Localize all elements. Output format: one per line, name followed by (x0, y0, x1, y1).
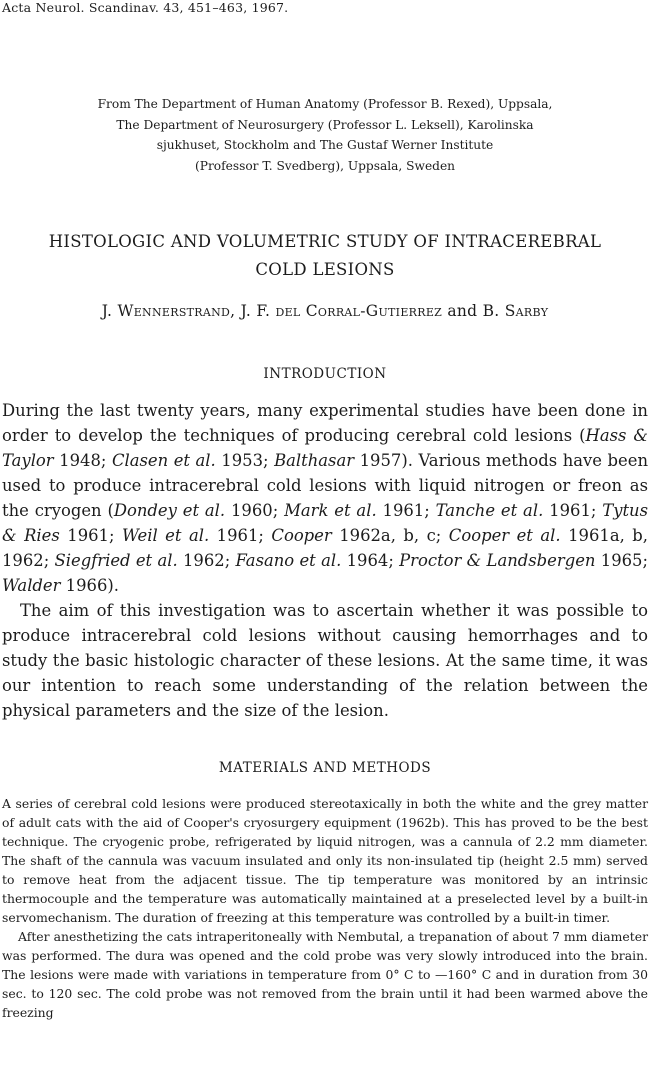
body-text: During the last twenty years, many experimental studies have been done in order to develop the techniques of producing cerebral cold lesions ( (2, 401, 648, 445)
body-text: 1964; (341, 551, 400, 570)
body-text: 1948; (53, 451, 112, 470)
author-initial: B. (482, 302, 505, 320)
citation-author: Hass & Taylor (2, 426, 648, 470)
body-text: 1953; (215, 451, 275, 470)
body-text: 1957). Various methods have been used to produce intracerebral cold lesions with liquid nitrogen or freon as the cryogen ( (2, 451, 648, 520)
introduction-paragraph: The aim of this investigation was to ascertain whether it was possible to produce intracerebral cold lesions without causing hemorrhages and to study the basic histologic character of these lesions. At the same time, it was our intention to reach some understanding of the relation between the physical parameters and the size of the lesion. (2, 601, 648, 720)
author-name: del Corral-Gutierrez (275, 302, 443, 320)
body-text: 1962; (177, 551, 236, 570)
affiliation-line: (Professor T. Svedberg), Uppsala, Sweden (194, 158, 456, 173)
methods-paragraph: After anesthetizing the cats intraperitoneally with Nembutal, a trepanation of about 7 mm diameter was performed. The dura was opened and the cold probe was very slowly introduced into the brain. The lesions were made with variations in temperature from 0° C to —160° C and in duration from 30 sec. to 120 sec. The cold probe was not removed from the brain until it had been warmed above the freezing (2, 929, 648, 1020)
citation-author: Tanche et al. (435, 501, 544, 520)
body-text: 1961; (209, 526, 272, 545)
section-heading-materials-methods: MATERIALS AND METHODS (218, 760, 432, 776)
title-line: COLD LESIONS (255, 260, 395, 279)
affiliation-block (20, 94, 630, 176)
citation-author: Clasen et al. (111, 451, 216, 470)
methods-paragraph: A series of cerebral cold lesions were produced stereotaxically in both the white and the grey matter of adult cats with the aid of Cooper's cryosurgery equipment (1962b). This has proved to be the best technique. The cryogenic probe, refrigerated by liquid nitrogen, was a cannula of 2.2 mm diameter. The shaft of the cannula was vacuum insulated and only its non-insulated tip (height 2.5 mm) served to remove heat from the adjacent tissue. The tip temperature was monitored by an intrinsic thermocouple and the temperature was automatically maintained at a preselected level by a built-in servomechanism. The duration of freezing at this temperature was controlled by a built-in timer. (2, 796, 648, 925)
citation-author: Tytus & Ries (2, 501, 649, 545)
author-conjunction: and (442, 302, 483, 320)
author-name: Wennerstrand (117, 302, 231, 320)
body-text: 1961; (59, 526, 122, 545)
introduction-body (2, 398, 648, 723)
citation-author: Proctor & Landsbergen (399, 551, 596, 570)
section-heading-introduction: INTRODUCTION (263, 366, 387, 382)
affiliation-line: sjukhuset, Stockholm and The Gustaf Werner Institute (156, 138, 494, 152)
body-text: 1962a, b, c; (331, 526, 449, 545)
body-text: 1961; (376, 501, 436, 520)
methods-body (2, 794, 648, 1022)
author-initial: J. (101, 302, 118, 320)
citation-author: Weil et al. (122, 526, 210, 545)
paper-title (10, 228, 640, 284)
author-list (10, 302, 640, 320)
citation-author: Dondey et al. (113, 501, 226, 520)
introduction-paragraph (2, 398, 648, 598)
citation-author: Fasano et al. (235, 551, 342, 570)
affiliation-line: The Department of Neurosurgery (Professor L. Leksell), Karolinska (116, 117, 534, 132)
title-line: HISTOLOGIC AND VOLUMETRIC STUDY OF INTRACEREBRAL (48, 232, 602, 251)
body-text: 1966). (60, 576, 119, 595)
affiliation-line: From The Department of Human Anatomy (Professor B. Rexed), Uppsala, (97, 97, 553, 111)
citation-author: Siegfried et al. (54, 551, 178, 570)
body-text: 1965; (595, 551, 648, 570)
author-separator: , J. F. (230, 302, 276, 320)
citation-author: Cooper (271, 526, 332, 545)
citation-author: Mark et al. (284, 501, 377, 520)
author-name: Sarby (504, 302, 549, 320)
citation-author: Walder (2, 576, 61, 595)
journal-reference: Acta Neurol. Scandinav. 43, 451–463, 1967. (2, 0, 289, 15)
body-text: 1960; (225, 501, 285, 520)
citation-author: Balthasar (274, 451, 355, 470)
citation-author: Cooper et al. (448, 526, 561, 545)
body-text: 1961; (543, 501, 603, 520)
body-text: 1961a, b, 1962; (2, 526, 648, 570)
